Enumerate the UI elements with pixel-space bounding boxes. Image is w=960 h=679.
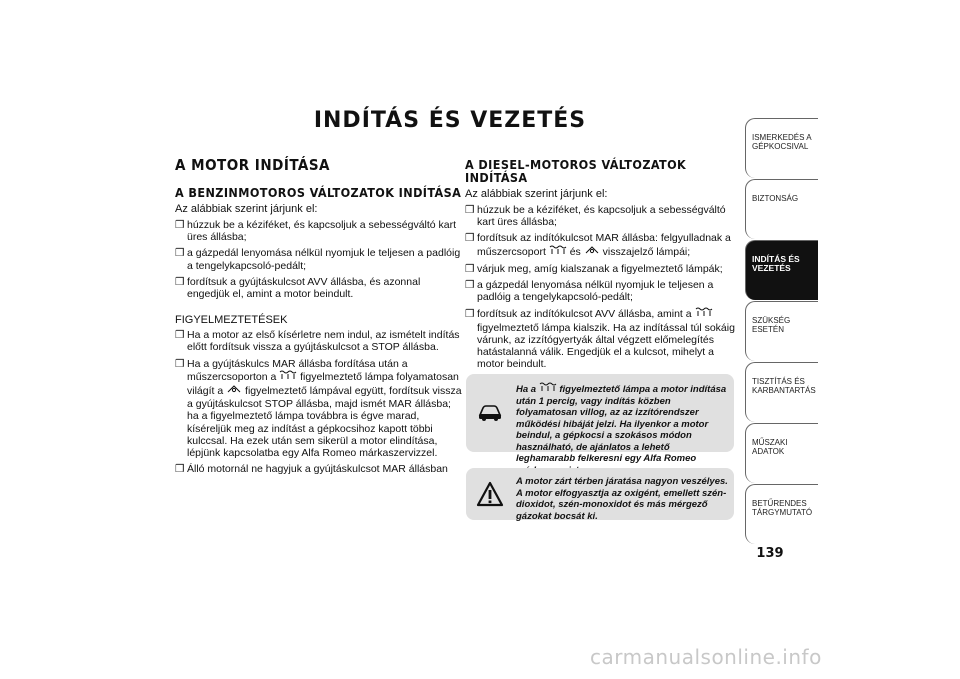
chapter-tab[interactable]: SZÜKSÉG ESETÉN: [745, 301, 818, 361]
section-heading: A MOTOR INDÍTÁSA: [175, 156, 330, 174]
chapter-tab[interactable]: ISMERKEDÉS A GÉPKOCSIVAL: [745, 118, 818, 178]
list-item: ❒ Álló motornál ne hagyjuk a gyújtáskulcsot MAR állásban: [175, 463, 448, 476]
key-immobilizer-icon: [584, 245, 600, 259]
subsection-heading: A BENZINMOTOROS VÁLTOZATOK INDÍTÁSA: [175, 185, 462, 200]
glow-plug-warning-icon: [549, 245, 567, 259]
glow-plug-warning-icon: [695, 307, 713, 321]
list-item: ❒ a gázpedál lenyomása nélkül nyomjuk le teljesen a padlóig a tengelykapcsoló-pedált;: [175, 247, 461, 272]
note-text: Ha a figyelmeztető lámpa a motor indítása után 1 percig, vagy indítás közben folyamatosan villog, az az izzítórendszer működési hibáját jelzi. Ha ilyenkor a motor beindul, a gépkocsi a szokásos módon használható, de ajánlatos a lehető leghamarabb felkeresni egy Alfa Romeo: [516, 384, 727, 464]
checkbox-bullet-icon: ❒: [465, 232, 475, 245]
key-immobilizer-icon: [226, 384, 242, 398]
glow-plug-warning-icon: [539, 382, 557, 396]
checkbox-bullet-icon: ❒: [175, 219, 185, 231]
list-item: ❒ Ha a motor az első kísérletre nem indul, az ismételt indítás előtt fordítsuk vissza a gyújtáskulcsot a STOP állásba.: [175, 329, 460, 354]
chapter-tab[interactable]: BIZTONSÁG: [745, 179, 818, 239]
left-column: [175, 150, 465, 479]
page-title: INDÍTÁS ÉS VEZETÉS: [313, 108, 587, 133]
chapter-tab[interactable]: MŰSZAKI ADATOK: [745, 423, 818, 483]
note-text: A motor zárt térben járatása nagyon veszélyes. A motor elfogyasztja az oxigént, emellett szén-dioxidot, szén-monoxidot és más mérgező gázokat bocsát ki.: [516, 476, 728, 522]
chapter-tab[interactable]: BETŰRENDES TÁRGYMUTATÓ: [745, 484, 818, 544]
list-item: ❒ Ha a gyújtáskulcs MAR állásba fordítása után a műszercsoporton a figyelmeztető lámpa folyamatosan világít a figyelmeztető lámpával együtt, fordítsuk vissza a gyújtáskulcsot STOP állásba, majd ismét MAR állásba; ha a figyelmeztető lámpa továbbra is égve marad, kíséreljük meg az indítást a gépkocsihoz kapott többi kulccsal. Ha ezek után sem sikerül a motor elindítása, lépjünk kapcsolatba egy Alfa Romeo márkaszervizzel.: [175, 357, 462, 460]
checkbox-bullet-icon: ❒: [465, 262, 475, 275]
intro-text: Az alábbiak szerint járjunk el:: [465, 188, 608, 200]
checkbox-bullet-icon: ❒: [175, 357, 185, 370]
list-item: ❒ várjuk meg, amíg kialszanak a figyelmeztető lámpák;: [465, 262, 723, 275]
intro-text: Az alábbiak szerint járjunk el:: [175, 203, 318, 215]
chapter-tabs: [745, 118, 818, 545]
warnings-label: FIGYELMEZTETÉSEK: [175, 314, 288, 327]
list-item: ❒ húzzuk be a kéziféket, és kapcsoljuk a sebességváltó kart üres állásba;: [465, 204, 726, 229]
note-box: [466, 374, 734, 464]
checkbox-bullet-icon: ❒: [175, 329, 185, 342]
checkbox-bullet-icon: ❒: [175, 463, 185, 476]
checkbox-bullet-icon: ❒: [175, 275, 185, 288]
page-number: 139: [756, 546, 784, 561]
chapter-tab[interactable]: TISZTÍTÁS ÉS KARBANTARTÁS: [745, 362, 818, 422]
checkbox-bullet-icon: ❒: [465, 308, 475, 321]
car-note-icon: [476, 396, 504, 424]
checkbox-bullet-icon: ❒: [465, 279, 475, 292]
chapter-tab-active[interactable]: INDÍTÁS ÉS VEZETÉS: [745, 240, 818, 300]
checkbox-bullet-icon: ❒: [465, 204, 475, 216]
checkbox-bullet-icon: ❒: [175, 247, 185, 260]
watermark: carmanualsonline.info: [590, 645, 822, 669]
warning-triangle-icon: [476, 480, 504, 508]
glow-plug-warning-icon: [279, 370, 297, 384]
list-item: ❒ fordítsuk a gyújtáskulcsot AVV állásba, és azonnal engedjük el, amint a motor beindult.: [175, 275, 421, 301]
list-item: ❒ fordítsuk az indítókulcsot MAR állásba: felgyulladnak a műszercsoport és visszajelző lámpái;: [465, 232, 731, 258]
list-item: ❒ a gázpedál lenyomása nélkül nyomjuk le teljesen a padlóig a tengelykapcsoló-pedált;: [465, 279, 714, 304]
subsection-heading: A DIESEL-MOTOROS VÁLTOZATOK INDÍTÁSA: [465, 157, 687, 185]
list-item: ❒ fordítsuk az indítókulcsot AVV állásba, amint a figyelmeztető lámpa kialszik. Ha az indítással túl sokáig várunk, az izzítógyertyák által végzett előmelegítés hatástalanná válik. Engedjük el a kulcsot, mihelyt a motor beindult.: [465, 308, 735, 371]
list-item: ❒ húzzuk be a kéziféket, és kapcsoljuk a sebességváltó kart üres állásba;: [175, 219, 457, 244]
right-column: [465, 150, 735, 374]
warning-box: [466, 468, 734, 520]
